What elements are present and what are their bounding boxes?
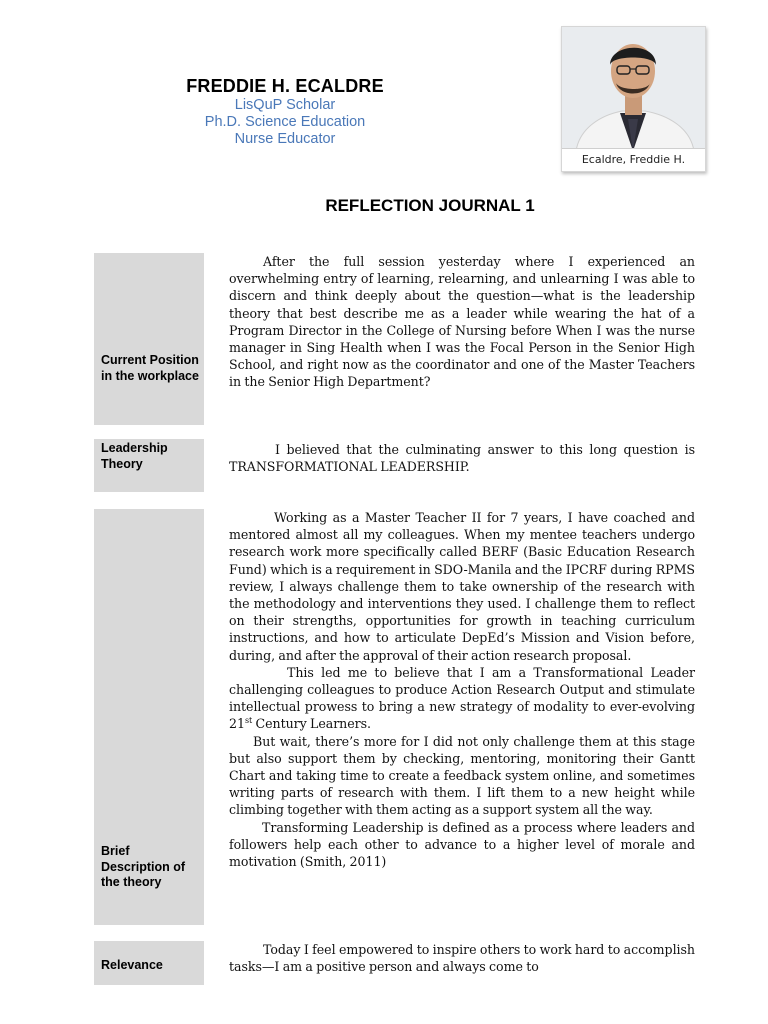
label-relevance bbox=[94, 941, 204, 985]
label-current-position bbox=[94, 253, 204, 425]
label-brief-description-text: Brief Description of the theory bbox=[101, 844, 186, 889]
paragraph: Working as a Master Teacher II for 7 years, I have coached and mentored almost all my colleagues. When my mentee teachers undergo research work more specifically called BERF (Basic Education Research Fund) which is a requirement in SDO-Manila and the IPCRF during RPMS review, I always challenge them to take ownership of the research with the methodology and interventions they used. I challenge them to reflect on their strengths, opportunities for growth in teaching curriculum instructions, and how to articulate DepEd’s Mission and Vision before, during, and after the approval of their action research proposal. bbox=[229, 510, 695, 663]
section-relevance bbox=[229, 941, 695, 975]
paragraph: But wait, there’s more for I did not only challenge them at this stage but also support them by checking, mentoring, monitoring their Gantt Chart and taking time to create a feedback system online, and sometimes writing parts of research with them. I lift them to a new height while climbing together with them acting as a support system all the way. bbox=[229, 733, 695, 818]
subtitle-profession: Nurse Educator bbox=[234, 131, 336, 147]
author-photo bbox=[561, 26, 706, 172]
paragraph: Today I feel empowered to inspire others to work hard to accomplish tasks—I am a positive person and always come to bbox=[229, 942, 695, 975]
photo-caption: Ecaldre, Freddie H. bbox=[562, 148, 705, 171]
paragraph: Transforming Leadership is defined as a process where leaders and followers help each other to advance to a higher level of morale and motivation (Smith, 2011) bbox=[229, 819, 695, 870]
label-relevance-text: Relevance bbox=[101, 958, 163, 972]
subtitle-degree: Ph.D. Science Education bbox=[204, 114, 366, 130]
subtitle-scholar: LisQuP Scholar bbox=[234, 97, 336, 113]
section-brief-description bbox=[229, 509, 695, 870]
label-brief-description bbox=[94, 509, 204, 925]
label-current-position-text: Current Position in the workplace bbox=[101, 353, 199, 383]
paragraph: After the full session yesterday where I experienced an overwhelming entry of learning, relearning, and unlearning I was able to discern and think deeply about the question—what is the leadership theory that best describe me as a leader while wearing the hat of a Program Director in the College of Nursing before When I was the nurse manager in Sing Health when I was the Focal Person in the Senior High School, and right now as the coordinator and one of the Master Teachers in the Senior High Department? bbox=[229, 254, 695, 390]
section-leadership-theory bbox=[229, 441, 695, 475]
portrait-image bbox=[562, 27, 705, 151]
document-title: REFLECTION JOURNAL 1 bbox=[325, 196, 535, 215]
author-name: FREDDIE H. ECALDRE bbox=[186, 76, 384, 96]
section-current-position bbox=[229, 253, 695, 391]
label-leadership-theory bbox=[94, 439, 204, 492]
paragraph: This led me to believe that I am a Transformational Leader challenging colleagues to produce Action Research Output and stimulate intellectual prowess to bring a new strategy of modality to ever-evolving 21st Century Learners. bbox=[229, 664, 695, 732]
paragraph: I believed that the culminating answer to this long question is TRANSFORMATIONAL LEADERSHIP. bbox=[229, 442, 695, 475]
label-leadership-theory-text: Leadership Theory bbox=[101, 441, 168, 471]
